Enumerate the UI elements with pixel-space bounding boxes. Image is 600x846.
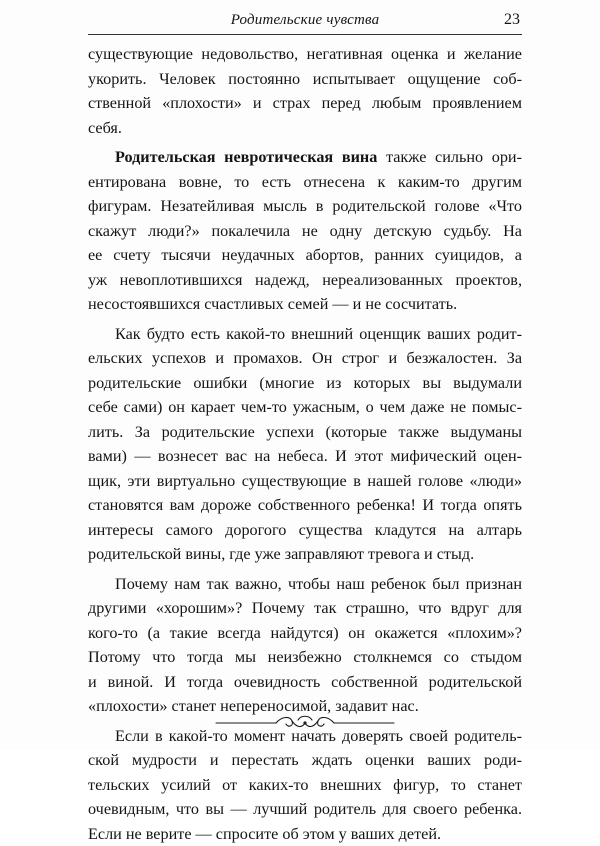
- text-line: ской мудрости и перестать ждать оценки ваших роди-: [88, 748, 522, 773]
- text-line: [88, 145, 522, 170]
- text-line: кого-то (а такие всегда найдутся) он окажется «плохим»?: [88, 621, 522, 646]
- text-line: родительские ошибки (многие из которых вы выдумали: [88, 371, 522, 396]
- text-line: себя.: [88, 116, 522, 141]
- text-line: существующие недовольство, негативная оценка и желание: [88, 42, 522, 67]
- text-line: интересы самого дорогого существа кладутся на алтарь: [88, 518, 522, 543]
- text-line: Потому что тогда мы неизбежно столкнемся со стыдом: [88, 645, 522, 670]
- text-line: становятся вам дороже собственного ребенка! И тогда опять: [88, 493, 522, 518]
- text-line: тельских усилий от каких-то внешних фигур, то станет: [88, 773, 522, 798]
- bold-term: Родительская невротическая вина: [115, 148, 377, 166]
- running-header: [88, 8, 522, 35]
- text-line: укорить. Человек постоянно испытывает ощущение соб-: [88, 67, 522, 92]
- text-line: фигурам. Незатейливая мысль в родительской голове «Что: [88, 194, 522, 219]
- text-line: несостоявшихся счастливых семей — и не сосчитать.: [88, 292, 522, 317]
- text-line: вами) — вознесет вас на небеса. И этот мифический оцен-: [88, 444, 522, 469]
- text-line: щик, эти виртуально существующие в нашей голове «люди»: [88, 469, 522, 494]
- paragraph-1: [88, 42, 522, 140]
- text-line: «плохости» станет непереносимой, задавит нас.: [88, 694, 522, 719]
- page-number: 23: [504, 11, 520, 29]
- text-line: ственной «плохости» и страх перед любым проявлением: [88, 91, 522, 116]
- text-line: Если не верите — спросите об этом у ваших детей.: [88, 822, 522, 846]
- paragraph-2: [88, 145, 522, 317]
- text-fragment: также сильно ори-: [377, 148, 522, 166]
- text-line: уж невоплотившихся надежд, нереализованных проектов,: [88, 268, 522, 293]
- running-title: Родительские чувства: [88, 12, 522, 29]
- text-line: ельских успехов и промахов. Он строг и безжалостен. За: [88, 346, 522, 371]
- text-line: ее счету тысячи неудачных абортов, ранних суицидов, а: [88, 243, 522, 268]
- paragraph-5: [88, 724, 522, 846]
- text-line: лить. За родительские успехи (которые также выдуманы: [88, 420, 522, 445]
- text-line: другими «хорошим»? Почему так страшно, что вдруг для: [88, 596, 522, 621]
- text-line: родительской вины, где уже заправляют тревога и стыд.: [88, 542, 522, 567]
- paragraph-3: [88, 322, 522, 567]
- text-line: скажут люди?» покалечила не одну детскую судьбу. На: [88, 219, 522, 244]
- text-line: себе сами) он карает чем-то ужасным, о чем даже не помыс-: [88, 395, 522, 420]
- text-line: Как будто есть какой-то внешний оценщик ваших родит-: [88, 322, 522, 347]
- flourish-divider-icon: [214, 712, 396, 734]
- text-line: Почему нам так важно, чтобы наш ребенок был признан: [88, 572, 522, 597]
- text-line: Если в какой-то момент начать доверять своей родитель-: [88, 724, 522, 749]
- text-line: очевидным, что вы — лучший родитель для своего ребенка.: [88, 797, 522, 822]
- paragraph-4: [88, 572, 522, 719]
- text-line: ентирована вовне, то есть отнесена к каким-то другим: [88, 170, 522, 195]
- text-line: и виной. И тогда очевидность собственной родительской: [88, 670, 522, 695]
